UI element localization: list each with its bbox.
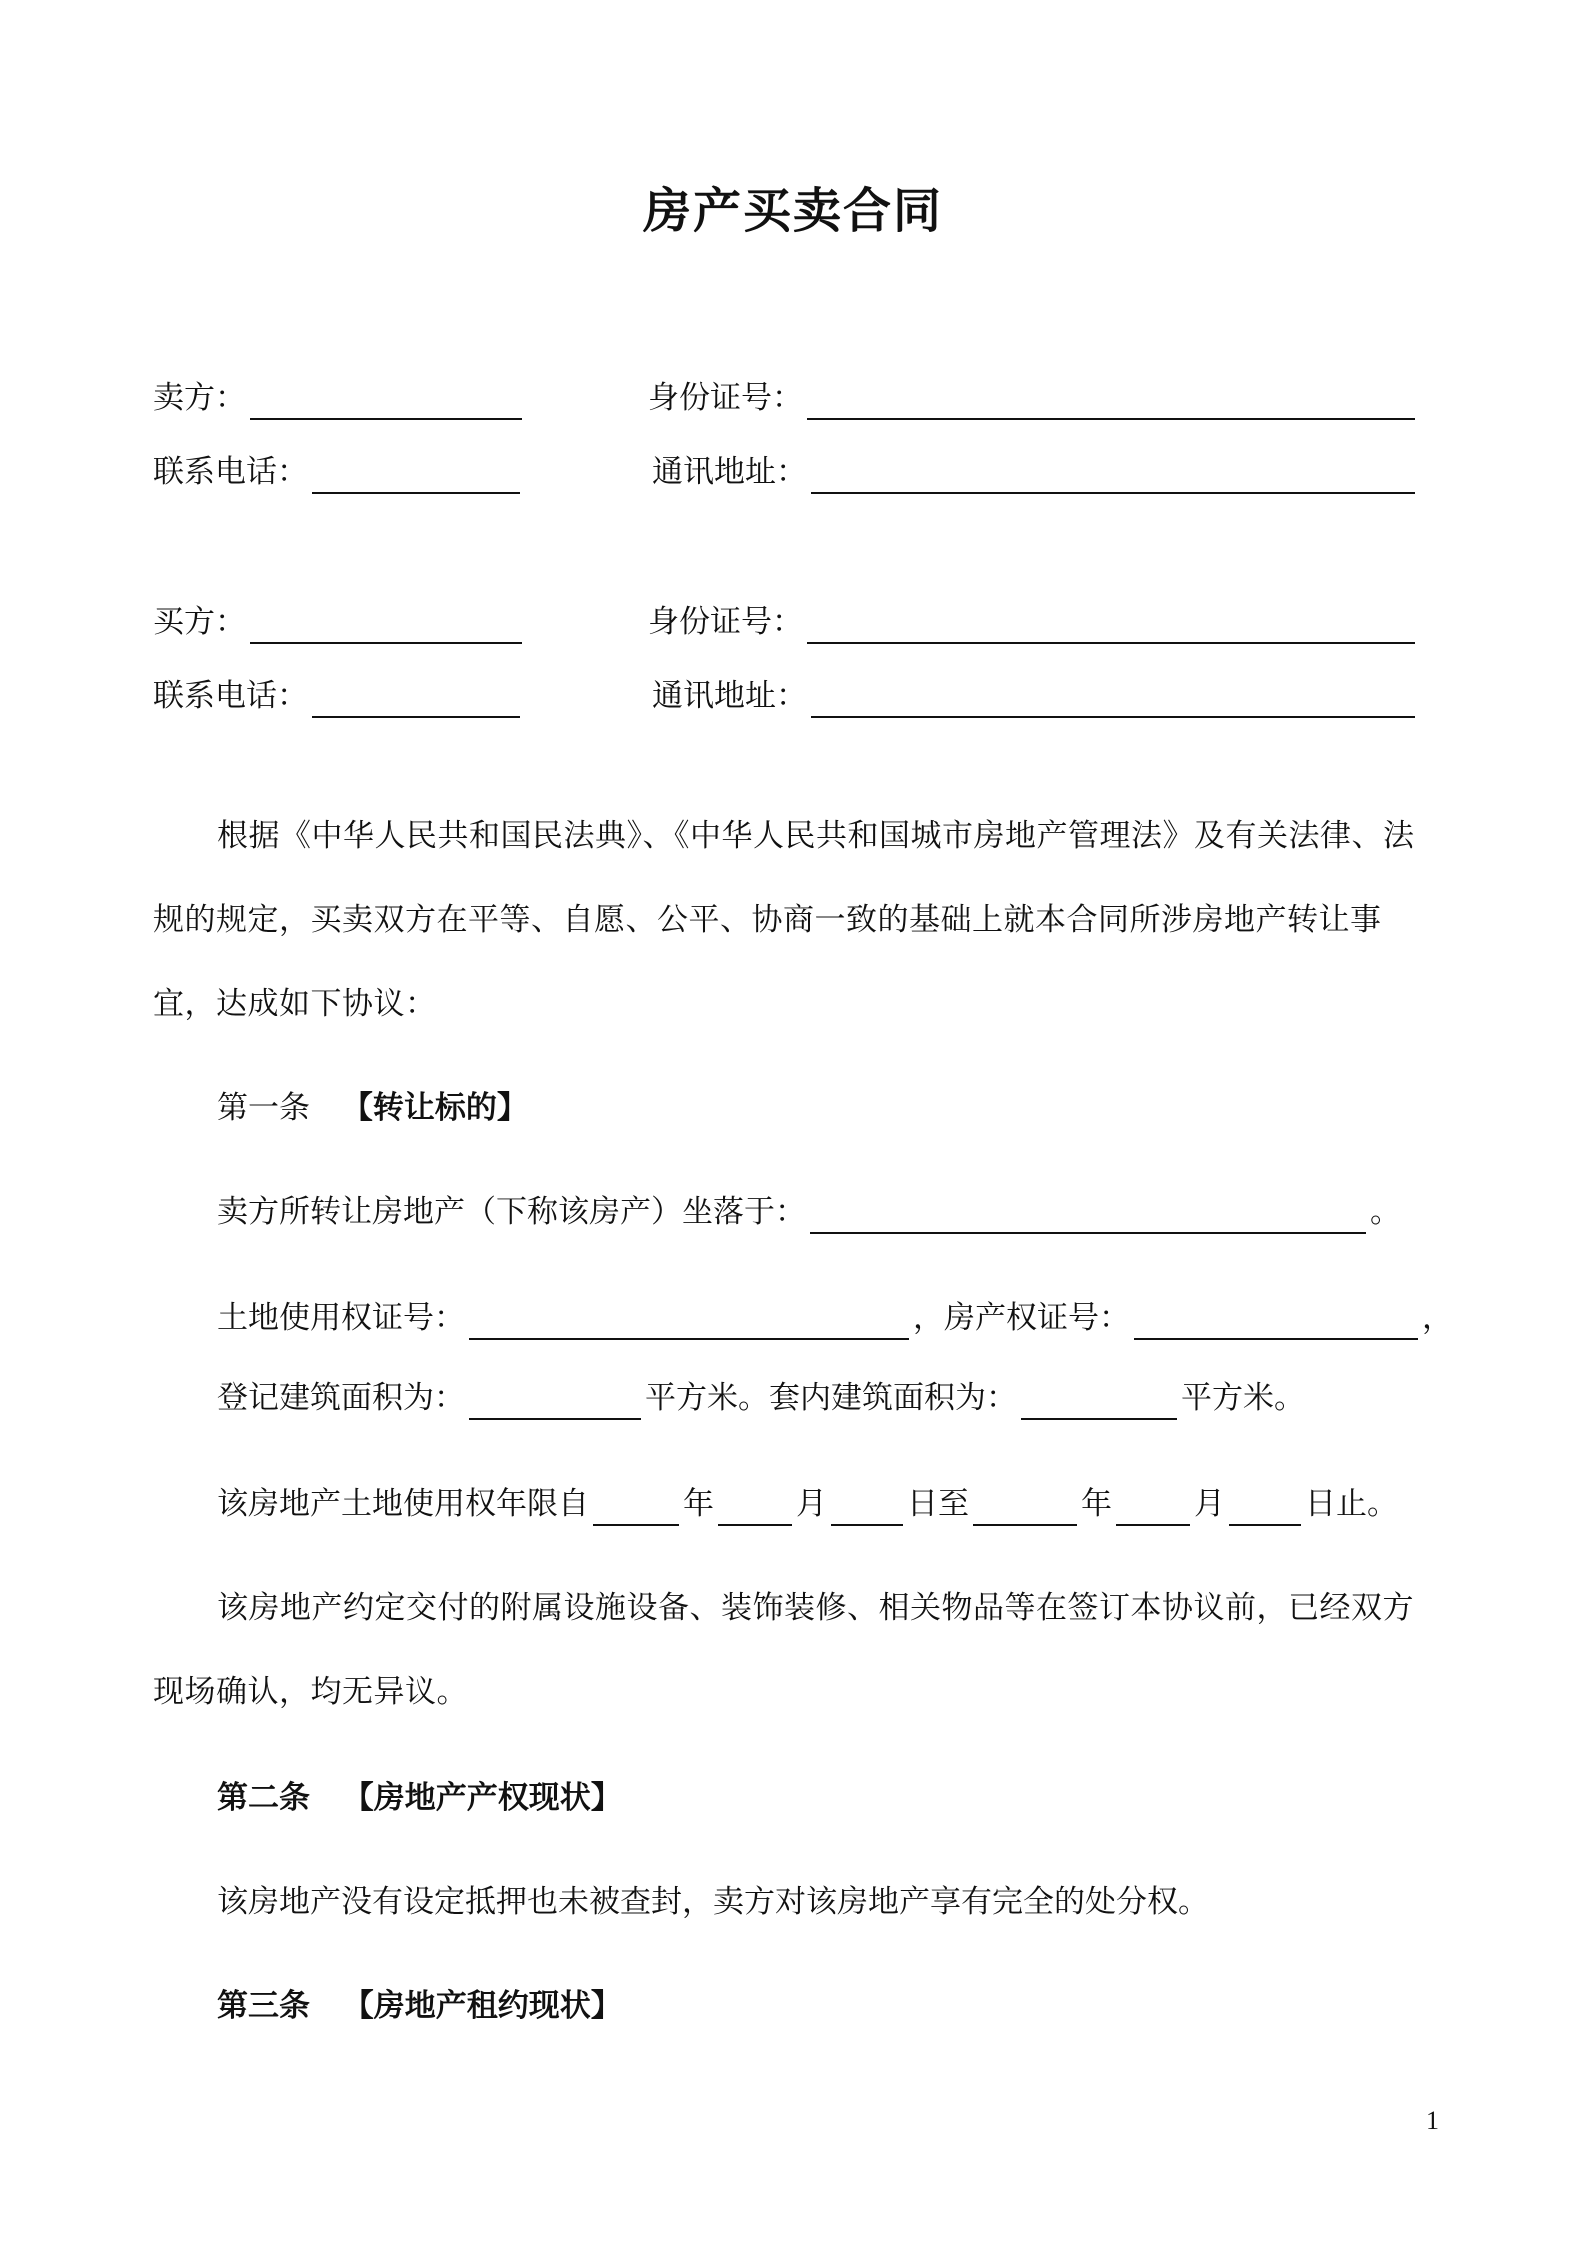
end-month-label: 月	[1194, 1486, 1225, 1522]
day-to-label: 日至	[907, 1486, 969, 1522]
seller-id-field[interactable]	[807, 380, 1415, 420]
buyer-phone-field[interactable]	[312, 678, 520, 718]
inner-area-label: 套内建筑面积为：	[769, 1380, 1017, 1416]
seller-id-label: 身份证号：	[648, 380, 803, 416]
buyer-address-row	[652, 674, 1419, 718]
seller-phone-row	[153, 450, 524, 494]
article2-title: 【房地产产权现状】	[342, 1780, 622, 1816]
area-unit: 平方米。	[645, 1380, 769, 1416]
term-prefix: 该房地产土地使用权年限自	[217, 1486, 589, 1522]
seller-name-field[interactable]	[250, 380, 522, 420]
inner-area-field[interactable]	[1021, 1380, 1177, 1420]
area-row	[217, 1376, 1305, 1420]
end-year-field[interactable]	[973, 1486, 1077, 1526]
start-day-field[interactable]	[831, 1486, 903, 1526]
area-field[interactable]	[469, 1380, 641, 1420]
buyer-phone-label: 联系电话：	[153, 678, 308, 714]
start-year-label: 年	[683, 1486, 714, 1522]
end-year-label: 年	[1081, 1486, 1112, 1522]
day-end-label: 日止。	[1305, 1486, 1398, 1522]
inner-area-unit: 平方米。	[1181, 1380, 1305, 1416]
article2-text: 该房地产没有设定抵押也未被查封，卖方对该房地产享有完全的处分权。	[217, 1884, 1209, 1920]
start-month-field[interactable]	[718, 1486, 792, 1526]
buyer-id-row	[648, 600, 1419, 644]
buyer-phone-row	[153, 674, 524, 718]
end-month-field[interactable]	[1116, 1486, 1190, 1526]
article1-title: 【转让标的】	[341, 1090, 528, 1126]
buyer-name-field[interactable]	[250, 604, 522, 644]
article3-heading	[217, 1984, 622, 2028]
buyer-id-field[interactable]	[807, 604, 1415, 644]
location-field[interactable]	[810, 1194, 1366, 1234]
article2-number: 第二条	[217, 1780, 310, 1816]
location-row	[217, 1190, 1401, 1234]
start-month-label: 月	[796, 1486, 827, 1522]
seller-name-row	[153, 376, 526, 420]
article1-heading	[217, 1086, 528, 1130]
fixtures-paragraph: 该房地产约定交付的附属设施设备、装饰装修、相关物品等在签订本协议前，已经双方现场确认，均无异议。	[153, 1590, 1414, 1710]
preamble-paragraph: 根据《中华人民共和国民法典》、《中华人民共和国城市房地产管理法》及有关法律、法规的规定，买卖双方在平等、自愿、公平、协商一致的基础上就本合同所涉房地产转让事宜，达成如下协议：	[153, 818, 1415, 1022]
buyer-address-label: 通讯地址：	[652, 678, 807, 714]
article3-title: 【房地产租约现状】	[342, 1988, 622, 2024]
certificate-row	[217, 1296, 1453, 1340]
seller-phone-label: 联系电话：	[153, 454, 308, 490]
property-cert-end: ，	[1422, 1300, 1453, 1336]
seller-name-label: 卖方：	[153, 380, 246, 416]
seller-phone-field[interactable]	[312, 454, 520, 494]
location-end: 。	[1370, 1194, 1401, 1230]
seller-address-field[interactable]	[811, 454, 1415, 494]
area-label: 登记建筑面积为：	[217, 1380, 465, 1416]
start-year-field[interactable]	[593, 1486, 679, 1526]
seller-address-row	[652, 450, 1419, 494]
buyer-id-label: 身份证号：	[648, 604, 803, 640]
article1-number: 第一条	[217, 1090, 310, 1126]
property-cert-field[interactable]	[1134, 1300, 1418, 1340]
land-term-row	[217, 1482, 1398, 1526]
article2-heading	[217, 1776, 622, 1820]
buyer-name-row	[153, 600, 526, 644]
buyer-name-label: 买方：	[153, 604, 246, 640]
property-cert-label: ，房产权证号：	[913, 1300, 1130, 1336]
article3-number: 第三条	[217, 1988, 310, 2024]
seller-id-row	[648, 376, 1419, 420]
seller-address-label: 通讯地址：	[652, 454, 807, 490]
page-number: 1	[1426, 2106, 1439, 2135]
buyer-address-field[interactable]	[811, 678, 1415, 718]
location-label: 卖方所转让房地产（下称该房产）坐落于：	[217, 1194, 806, 1230]
land-cert-label: 土地使用权证号：	[217, 1300, 465, 1336]
end-day-field[interactable]	[1229, 1486, 1301, 1526]
document-title: 房产买卖合同	[642, 183, 943, 239]
land-cert-field[interactable]	[469, 1300, 909, 1340]
